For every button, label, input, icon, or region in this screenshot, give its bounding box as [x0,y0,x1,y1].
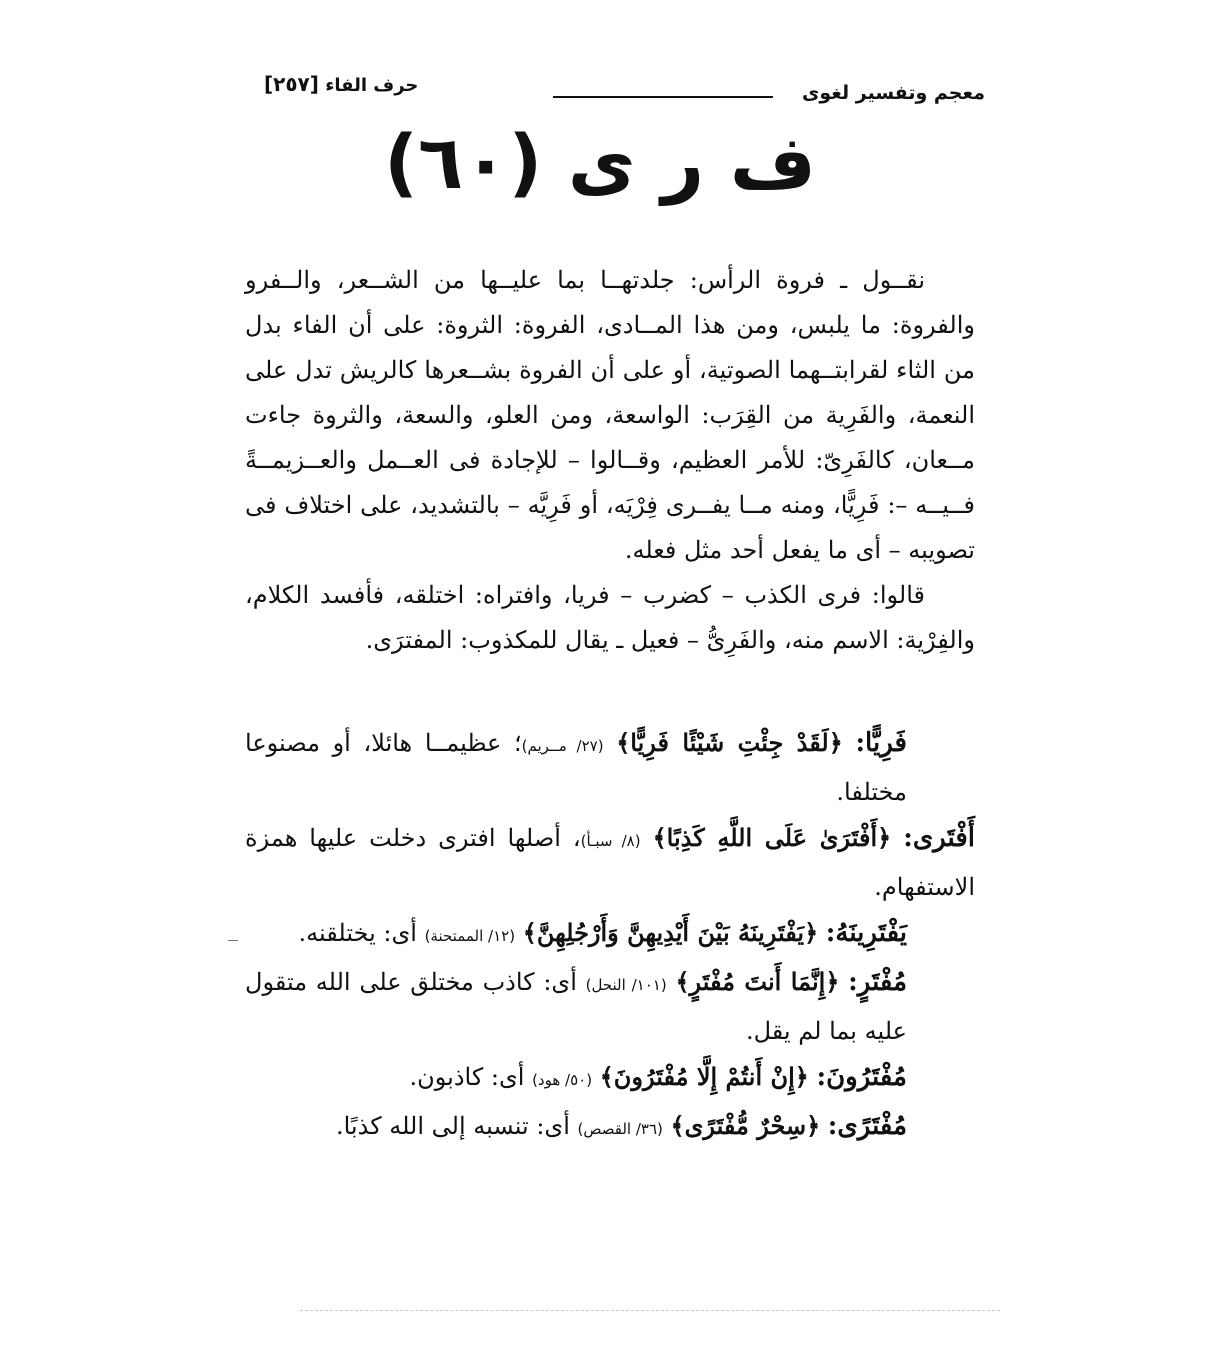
running-header [250,66,985,106]
definition-word: مُفْتَرًى: [827,1111,907,1141]
definition-text: أى: كاذبون. [409,1063,525,1091]
verse-reference: (٥٠/ هود) [532,1071,593,1089]
verse-reference: (٣٦/ القصص) [577,1120,663,1138]
intro-paragraph: نقــول ـ فروة الرأس: جلدتهــا بما عليــها من الشــعر، والــفرو والفروة: ما يلبس، ومن هذا المــادى، الفروة: الثروة: على أن الفاء بدل من الثاء لقرابتــهما الصوتية، أو على أن الفروة بشــعرها كالريش تدل على النعمة، والفَرِية من القِرَب: الواسعة، ومن العلو، والسعة، والثروة جاءت مــعان، كالفَرِىّ: للأمر العظيم، وقــالوا – للإجادة فى العــمل والعــزيمــةً فــيــه –: فَرِيًّا، ومنه مــا يفــرى فِرْيَه، أو فَرِيَّه – بالتشديد، على اختلاف فى تصويبه – أى ما يفعل أحد مثل فعله. [245,266,976,564]
verse-reference: (٢٧/ مــريم) [521,737,604,755]
section-label: حرف الفاء [325,75,419,96]
quran-verse: ﴿سِحْرٌ مُّفْتَرًى﴾ [670,1111,821,1140]
verse-reference: (١٠١/ النحل) [585,976,667,994]
definition-entry [245,720,975,815]
scan-artifact-line [300,1310,1000,1311]
quran-verse: ﴿لَقَدْ جِئْتِ شَيْئًا فَرِيًّا﴾ [616,728,843,757]
quran-verse: ﴿إِنْ أَنتُمْ إِلَّا مُفْتَرُونَ﴾ [599,1062,809,1091]
definition-text: ؛ عظيمــا هائلا، أو مصنوعا مختلفا. [245,729,907,806]
definition-text: ، أصلها افترى دخلت عليها همزة الاستفهام. [245,824,975,901]
definitions-list [245,720,975,1152]
definition-word: مُفْتَرٍ: [848,967,907,997]
definition-entry [245,1103,975,1152]
book-title: معجم وتفسير لغوى [801,82,985,104]
scan-mark [228,940,238,941]
definition-entry [245,815,975,910]
verse-reference: (١٢/ الممتحنة) [424,927,516,945]
header-rule [553,96,773,98]
entry-heading: ف ر ى (٦٠) [384,120,816,206]
quran-verse: ﴿أَفْتَرَىٰ عَلَى اللَّهِ كَذِبًا﴾ [652,823,892,852]
definition-entry [245,959,975,1054]
definition-text: أى: تنسبه إلى الله كذبًا. [335,1112,570,1140]
quran-verse: ﴿يَفْتَرِينَهُ بَيْنَ أَيْدِيهِنَّ وَأَرْجُلِهِنَّ﴾ [522,918,819,947]
definition-text: أى: كاذب مختلق على الله متقول عليه بما لم يقل. [245,968,907,1045]
intro-text [245,258,975,663]
section-label-group [264,72,418,96]
page-number: [٢٥٧] [264,72,319,96]
definition-word: مُفْتَرُونَ: [816,1062,907,1092]
quran-verse: ﴿إِنَّمَا أَنتَ مُفْتَرٍ﴾ [675,967,840,996]
definition-word: فَرِيًّا: [855,728,907,758]
definition-word: أَفْتَرى: [903,823,976,853]
definition-word: يَفْتَرِينَهُ: [825,918,907,948]
verse-reference: (٨/ سبـأ) [580,832,641,850]
definition-entry [245,1054,975,1103]
definition-entry [245,910,975,959]
definition-text: أى: يختلقنه. [298,919,417,947]
intro-paragraph: قالوا: فرى الكذب – كضرب – فريا، وافتراه: اختلقه، فأفسد الكلام، والفِرْية: الاسم منه، والفَرِىُّ – فعيل ـ يقال للمكذوب: المفترَى. [245,581,975,654]
